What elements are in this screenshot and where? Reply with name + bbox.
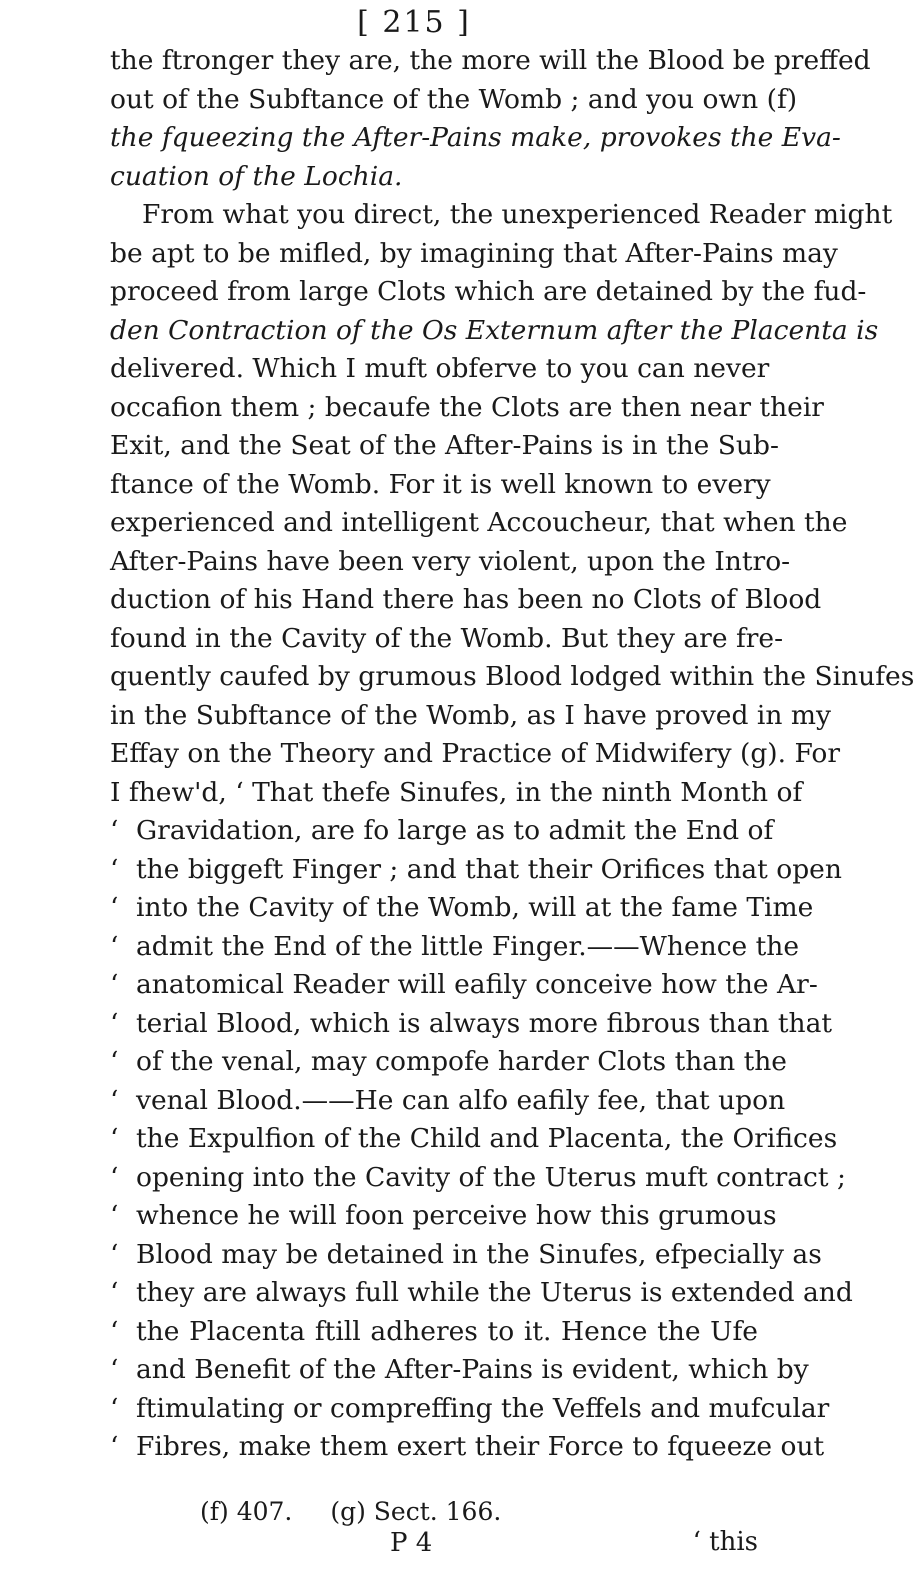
text-line: I fhew'd, ‘ That thefe Sinufes, in the ninth Month of (110, 776, 803, 808)
text-line: be apt to be mifled, by imagining that After-Pains may (110, 237, 838, 269)
quoted-line: ‘ terial Blood, which is always more fibrous than that (110, 1005, 758, 1044)
quoted-line: ‘ admit the End of the little Finger.——Whence the (110, 928, 758, 967)
text-line: experienced and intelligent Accoucheur, that when the (110, 507, 848, 538)
text-line: duction of his Hand there has been no Clots of Blood (110, 584, 822, 615)
text-line: ftance of the Womb. For it is well known to every (110, 468, 771, 500)
quoted-line: ‘ the Expulfion of the Child and Placenta, the Orifices (110, 1120, 758, 1159)
text-line: found in the Cavity of the Womb. But they are fre- (110, 622, 784, 654)
quoted-line: ‘ opening into the Cavity of the Uterus muft contract ; (110, 1159, 758, 1198)
text-line: in the Subftance of the Womb, as I have proved in my (110, 699, 831, 731)
text-line: Exit, and the Seat of the After-Pains is in the Sub- (110, 430, 779, 461)
footnotes (110, 1497, 758, 1577)
quoted-line: ‘ whence he will foon perceive how this grumous (110, 1197, 758, 1236)
text-line: den Contraction of the Os Externum after the Placenta is (110, 314, 879, 346)
text-line: the ftronger they are, the more will the Blood be preffed (110, 45, 871, 76)
text-line: delivered. Which I muft obferve to you can never (110, 353, 770, 384)
text-line: out of the Subftance of the Womb ; and you own (f) (110, 83, 798, 115)
footnote-f: (f) 407. (200, 1496, 293, 1526)
quoted-line: ‘ ftimulating or compreffing the Veffels and mufcular (110, 1390, 758, 1429)
text-line: After-Pains have been very violent, upon the Intro- (110, 545, 791, 577)
quoted-line: ‘ Fibres, make them exert their Force to fqueeze out (110, 1428, 758, 1467)
text-line: the fqueezing the After-Pains make, provokes the Eva- (110, 122, 841, 153)
quoted-line: ‘ anatomical Reader will eafily conceive how the Ar- (110, 966, 758, 1005)
text-line: proceed from large Clots which are detained by the fud- (110, 276, 867, 307)
quoted-line: ‘ venal Blood.——He can alfo eafily fee, that upon (110, 1082, 758, 1121)
quoted-line: ‘ of the venal, may compofe harder Clots than the (110, 1043, 758, 1082)
quoted-line: ‘ the Placenta ftill adheres to it. Hence the Ufe (110, 1313, 758, 1352)
quoted-line: ‘ into the Cavity of the Womb, will at the fame Time (110, 889, 758, 928)
footnote-row (110, 1497, 758, 1527)
signature-mark: P 4 (390, 1527, 433, 1558)
page-number: [ 215 ] (357, 5, 471, 40)
text-line: cuation of the Lochia. (110, 160, 403, 192)
quoted-line: ‘ Blood may be detained in the Sinufes, efpecially as (110, 1236, 758, 1275)
footnote-g: (g) Sect. 166. (330, 1496, 502, 1526)
text-line: Effay on the Theory and Practice of Midwifery (g). For (110, 738, 841, 769)
text-line: quently caufed by grumous Blood lodged within the Sinufes (110, 661, 914, 692)
quoted-line: ‘ Gravidation, are fo large as to admit the End of (110, 812, 758, 851)
text-line: From what you direct, the unexperienced Reader might (142, 199, 893, 230)
quoted-line: ‘ and Benefit of the After-Pains is evident, which by (110, 1351, 758, 1390)
body-text (110, 42, 914, 1467)
quoted-line: ‘ the biggeft Finger ; and that their Orifices that open (110, 851, 758, 890)
quoted-line: ‘ they are always full while the Uterus is extended and (110, 1274, 758, 1313)
text-line: occafion them ; becaufe the Clots are then near their (110, 391, 824, 423)
catchword: ‘ this (692, 1526, 758, 1557)
